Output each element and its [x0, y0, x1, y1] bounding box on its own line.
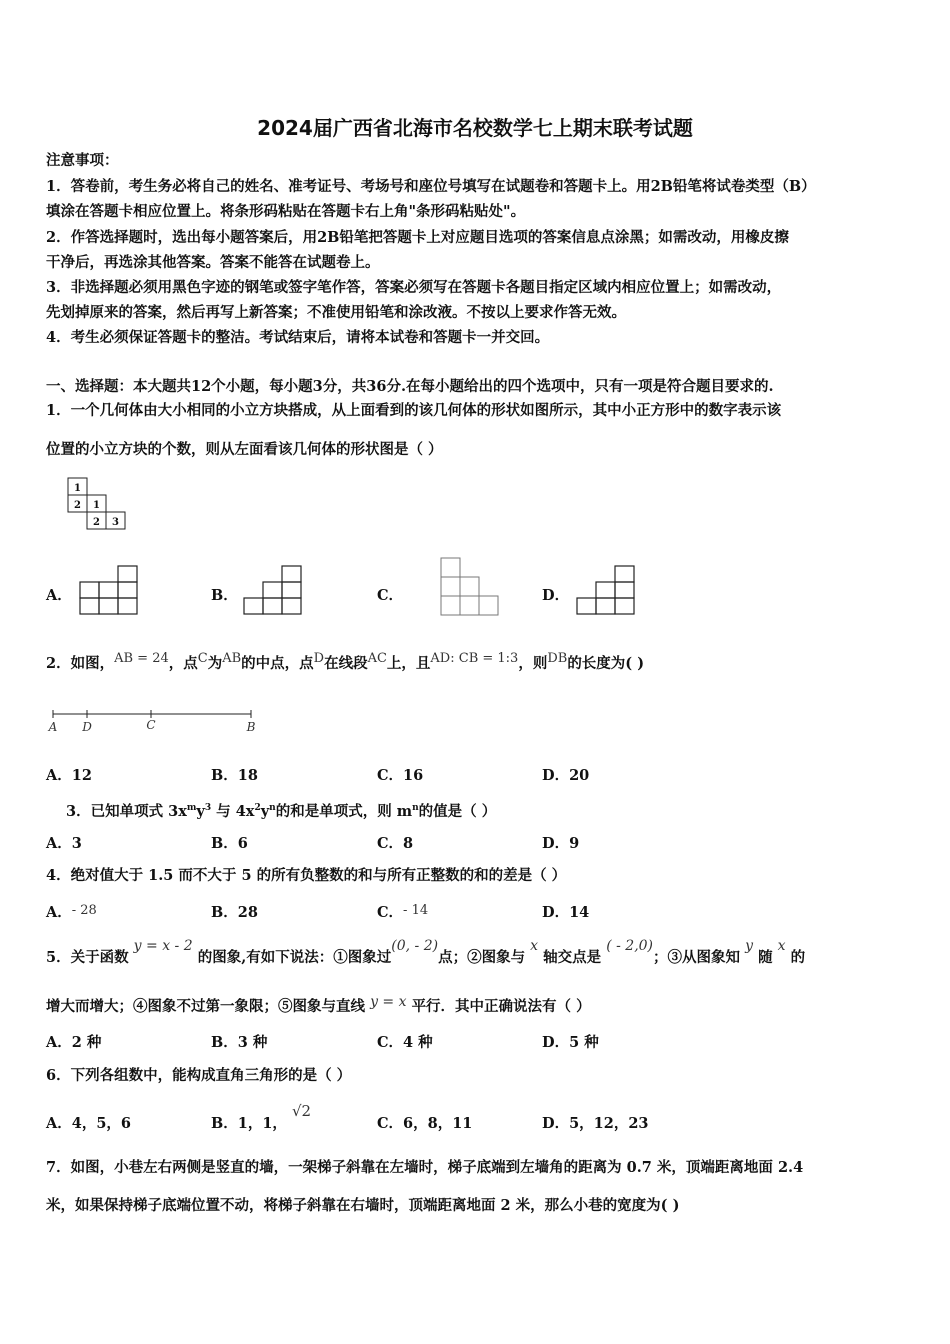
q4-option-d: D．14: [542, 904, 590, 921]
q3-option-c: C．8: [377, 835, 414, 852]
grid-number: 2: [74, 500, 81, 511]
q5-option-c: C．4 种: [377, 1034, 433, 1051]
q4-stem: 4．绝对值大于 1.5 而不大于 5 的所有负整数的和与所有正整数的和的差是（ ）: [46, 867, 567, 884]
notice-line: 先划掉原来的答案，然后再写上新答案；不准使用铅笔和涂改液。不按以上要求作答无效。: [46, 304, 626, 321]
q2-option-b: B．18: [211, 767, 258, 784]
q3-option-a: A．3: [46, 835, 82, 852]
notice-line: 1．答卷前，考生务必将自己的姓名、准考证号、考场号和座位号填写在试题卷和答题卡上。用2B铅笔将试卷类型（B）: [46, 178, 816, 195]
q2-stem: 2．如图，AB = 24，点C为AB的中点，点D在线段AC上，且AD: CB = 1:3，则DB的长度为( ): [46, 651, 645, 672]
point-label: A: [48, 720, 58, 734]
notice-line: 3．非选择题必须用黑色字迹的钢笔或签字笔作答，答案必须写在答题卡各题目指定区域内相应位置上；如需改动，: [46, 279, 782, 296]
grid-number: 2: [93, 517, 100, 528]
q1-option-b: B．: [211, 587, 238, 604]
q7-stem-line1: 7．如图，小巷左右两侧是竖直的墙，一架梯子斜靠在左墙时，梯子底端到左墙角的距离为 0.7 米，顶端距离地面 2.4: [46, 1159, 804, 1176]
notice-line: 4．考生必须保证答题卡的整洁。考试结束后，请将本试卷和答题卡一并交回。: [46, 329, 550, 346]
grid-number: 1: [74, 483, 81, 494]
notice-heading: 注意事项：: [46, 152, 119, 169]
grid-number: 3: [112, 517, 119, 528]
point-label: B: [246, 720, 256, 734]
q1-option-d: D．: [542, 587, 570, 604]
q3-stem: 3．已知单项式 $3x^my^3$ 与 $4x^2y^n$的和是单项式，则 $m^n$的值是（ ）: [66, 802, 497, 820]
section-heading: 一、选择题：本大题共12个小题，每小题3分，共36分.在每小题给出的四个选项中，只有一项是符合题目要求的.: [46, 378, 774, 395]
q5-option-a: A．2 种: [46, 1034, 102, 1051]
q5-stem-line2: 增大而增大；④图象不过第一象限；⑤图象与直线 y = x 平行．其中正确说法有（ ）: [46, 994, 591, 1015]
q2-option-a: A．12: [46, 767, 92, 784]
q3-option-b: B．6: [211, 835, 248, 852]
q5-option-d: D．5 种: [542, 1034, 599, 1051]
page-title: 2024届广西省北海市名校数学七上期末联考试题: [257, 116, 693, 140]
q1-option-b-figure: [242, 565, 304, 617]
q4-option-b: B．28: [211, 904, 258, 921]
q3-option-d: D．9: [542, 835, 580, 852]
q2-option-c: C．16: [377, 767, 424, 784]
math-expression: AB = 24: [114, 651, 169, 666]
q6-option-a: A．4，5，6: [46, 1115, 132, 1132]
notice-line: 2．作答选择题时，选出每小题答案后，用2B铅笔把答题卡上对应题目选项的答案信息点涂黑；如需改动，用橡皮擦: [46, 229, 789, 246]
notice-line: 填涂在答题卡相应位置上。将条形码粘贴在答题卡右上角"条形码粘贴处"。: [46, 203, 526, 220]
point-label: D: [82, 720, 92, 734]
q1-option-c: C．: [377, 587, 404, 604]
q2-option-d: D．20: [542, 767, 590, 784]
q1-option-c-figure: [439, 556, 503, 618]
q1-option-d-figure: [575, 565, 637, 617]
q7-stem-line2: 米，如果保持梯子底端位置不动，将梯子斜靠在右墙时，顶端距离地面 2 米，那么小巷的宽度为( ): [46, 1197, 680, 1214]
q5-option-b: B．3 种: [211, 1034, 268, 1051]
q2-segment-figure: [46, 705, 266, 737]
q6-option-c: C．6，8，11: [377, 1115, 473, 1132]
notice-line: 干净后，再选涂其他答案。答案不能答在试题卷上。: [46, 254, 380, 271]
q1-option-a: A．: [46, 587, 72, 604]
point-label: C: [146, 718, 156, 732]
q1-option-a-figure: [78, 565, 140, 617]
grid-number: 1: [93, 500, 100, 511]
q4-option-c: C．- 14: [377, 903, 429, 921]
q1-stem-line1: 1．一个几何体由大小相同的小立方块搭成，从上面看到的该几何体的形状如图所示，其中小正方形中的数字表示该: [46, 402, 782, 419]
q4-option-a: A．- 28: [46, 903, 97, 921]
q6-option-d: D．5，12，23: [542, 1115, 649, 1132]
q6-stem: 6．下列各组数中，能构成直角三角形的是（ ）: [46, 1067, 352, 1084]
q5-stem-line1: 5．关于函数 y = x - 2 的图象,有如下说法：①图象过(0, - 2)点；②图象与 x 轴交点是 ( - 2,0)；③从图象知 y 随 x 的: [46, 938, 806, 966]
q6-option-b: B．1，1， √2: [211, 1102, 312, 1132]
q1-top-view-figure: [60, 470, 140, 535]
q1-stem-line2: 位置的小立方块的个数，则从左面看该几何体的形状图是（ ）: [46, 441, 443, 458]
